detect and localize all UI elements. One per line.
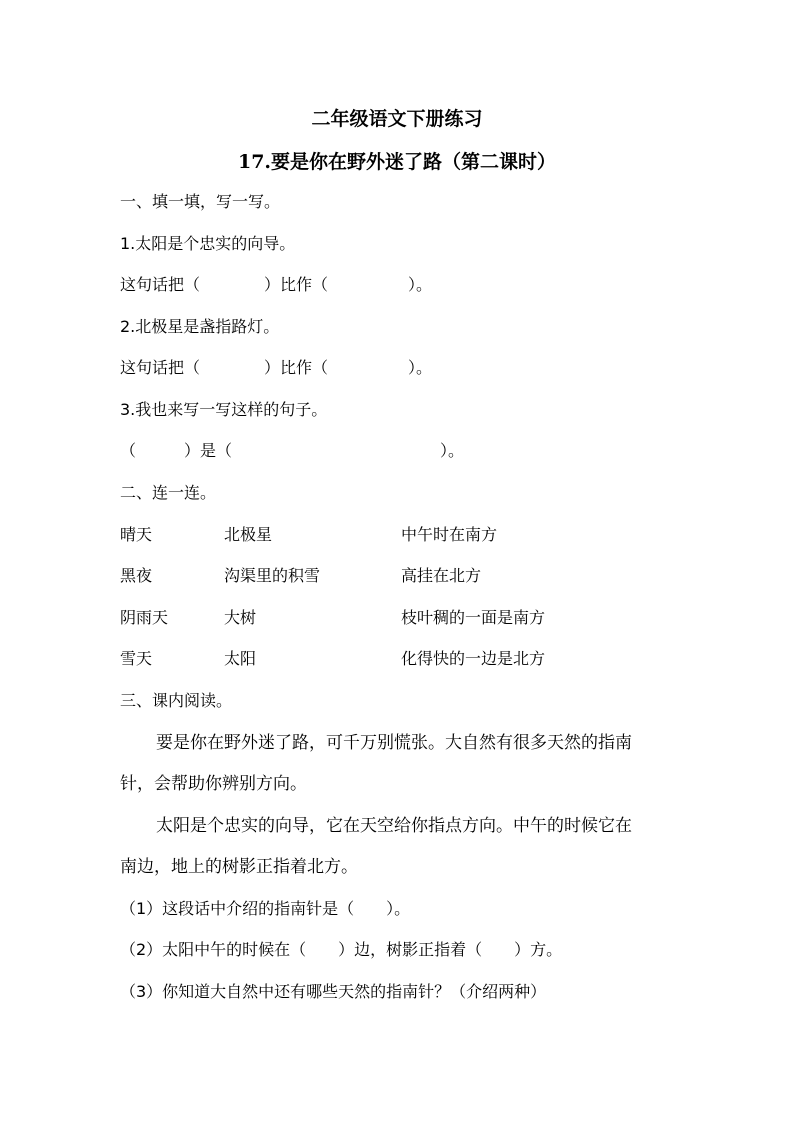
- reading-paragraph-2-cont: 南边，地上的树影正指着北方。: [120, 857, 358, 877]
- question-3-blank: （ ）是（ ）。: [120, 441, 465, 460]
- section1-heading: 一、填一填，写一写。: [120, 192, 281, 211]
- question-2: 2.北极星是盏指路灯。: [120, 317, 280, 336]
- lesson-title: 17.要是你在野外迷了路（第二课时）: [237, 151, 557, 173]
- match-left-item: 黑夜: [120, 566, 153, 585]
- reading-question-2: （2）太阳中午的时候在（ ）边，树影正指着（ ）方。: [120, 940, 563, 959]
- match-middle-item: 太阳: [224, 649, 257, 668]
- question-2-blank: 这句话把（ ）比作（ ）。: [120, 358, 433, 377]
- question-1-blank: 这句话把（ ）比作（ ）。: [120, 275, 433, 294]
- match-right-item: 化得快的一边是北方: [401, 649, 546, 668]
- match-right-item: 中午时在南方: [401, 525, 498, 544]
- reading-question-1: （1）这段话中介绍的指南针是（ ）。: [120, 899, 411, 918]
- reading-question-3: （3）你知道大自然中还有哪些天然的指南针？（介绍两种）: [120, 982, 547, 1001]
- reading-paragraph-2: 太阳是个忠实的向导，它在天空给你指点方向。中午的时候它在: [156, 816, 632, 836]
- question-3: 3.我也来写一写这样的句子。: [120, 400, 328, 419]
- worksheet-title: 二年级语文下册练习: [311, 108, 483, 130]
- section2-heading: 二、连一连。: [120, 483, 217, 502]
- section3-heading: 三、课内阅读。: [120, 691, 233, 710]
- match-middle-item: 沟渠里的积雪: [224, 566, 321, 585]
- match-left-item: 阴雨天: [120, 608, 169, 627]
- match-left-item: 晴天: [120, 525, 153, 544]
- reading-paragraph-1: 要是你在野外迷了路，可千万别慌张。大自然有很多天然的指南: [156, 733, 632, 753]
- match-middle-item: 大树: [224, 608, 257, 627]
- reading-paragraph-1-cont: 针，会帮助你辨别方向。: [120, 774, 307, 794]
- question-1: 1.太阳是个忠实的向导。: [120, 234, 296, 253]
- match-right-item: 高挂在北方: [401, 566, 482, 585]
- match-left-item: 雪天: [120, 649, 153, 668]
- match-right-item: 枝叶稠的一面是南方: [401, 608, 546, 627]
- match-middle-item: 北极星: [224, 525, 273, 544]
